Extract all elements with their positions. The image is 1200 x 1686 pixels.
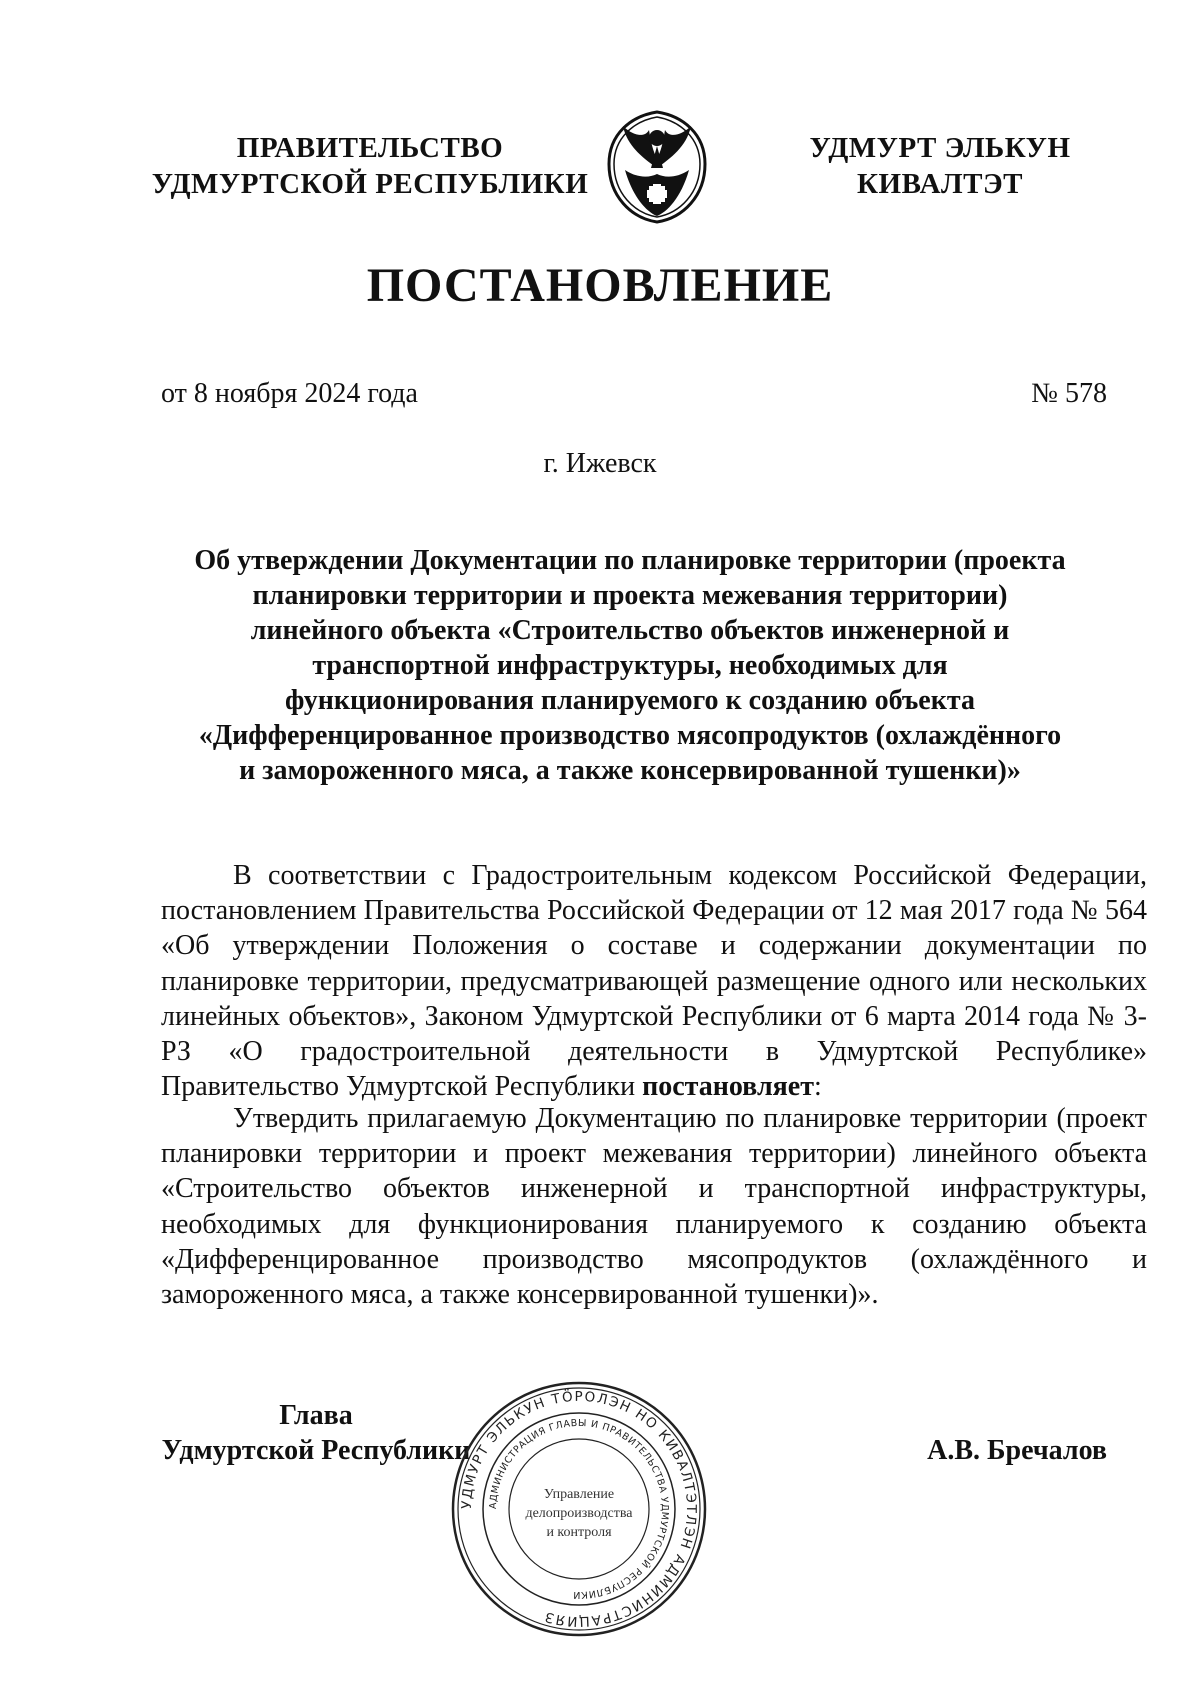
signatory-title-line2: Удмуртской Республики: [161, 1435, 471, 1466]
header-left-line1: ПРАВИТЕЛЬСТВО: [236, 132, 504, 164]
stamp-center-line1: Управление: [543, 1487, 615, 1502]
body-paragraph-1-text: В соответствии с Градостроительным кодексом Российской Федерации, постановлением Правительства Российской Федерации от 12 мая 2017 года № 564 «Об утверждении Положения о составе и содержании документации по планировке территории, предусматривающей размещение одного или нескольких линейных объектов», Законом Удмуртской Республики от 6 марта 2014 года № 3-РЗ «О градостроительной деятельности в Удмуртской Республике» Правительство Удмуртской Республики: [161, 860, 1147, 1103]
header-left-line2: УДМУРТСКОЙ РЕСПУБЛИКИ: [151, 168, 589, 200]
body-paragraph-2: Утвердить прилагаемую Документацию по планировке территории (проект планировки территории и проект межевания территории) линейного объекта «Строительство объектов инженерной и транспортной инфраструктуры, необходимых для функционирования планируемого к созданию объекта «Дифференцированное производство мясопродуктов (охлаждённого и замороженного мяса, а также консервированной тушенки)».: [161, 1103, 1147, 1311]
document-type-title: ПОСТАНОВЛЕНИЕ: [366, 259, 834, 312]
body-paragraph-1: [161, 858, 1147, 1104]
stamp-outer-text: УДМУРТ ЭЛЬКУН ТӦРОЛЭН НО КИВАЛТЭТЛЭН АДМИНИСТРАЦИЯЗ: [458, 1388, 700, 1630]
document-number: № 578: [1031, 378, 1107, 409]
header-right-line1: УДМУРТ ЭЛЬКУН: [809, 132, 1071, 164]
signatory-name: А.В. Бречалов: [927, 1435, 1107, 1466]
official-round-seal-icon: [448, 1378, 710, 1640]
stamp-center-line2: делопроизводства: [525, 1506, 633, 1521]
udmurt-coat-of-arms-icon: [603, 108, 711, 226]
body-paragraph-1-end: :: [813, 1071, 822, 1103]
stamp-center-line3: и контроля: [546, 1525, 612, 1540]
signatory-title-line1: Глава: [279, 1400, 353, 1431]
stamp-inner-ring-text: АДМИНИСТРАЦИЯ ГЛАВЫ И ПРАВИТЕЛЬСТВА УДМУРТСКОЙ РЕСПУБЛИКИ: [487, 1417, 671, 1601]
document-city: г. Ижевск: [543, 448, 657, 479]
signatory-title: [161, 1398, 471, 1468]
header-left-title: [140, 130, 600, 202]
document-subject: Об утверждении Документации по планировке территории (проекта планировки территории и проекта межевания территории) линейного объекта «Строительство объектов инженерной и транспортной инфраструктуры, необходимых для функционирования планируемого к созданию объекта «Дифференцированное производство мясопродуктов (охлаждённого и замороженного мяса, а также консервированной тушенки)»: [194, 545, 1066, 786]
header-right-line2: КИВАЛТЭТ: [856, 168, 1023, 200]
document-date: от 8 ноября 2024 года: [161, 378, 418, 409]
body-paragraph-1-decision-word: постановляет: [642, 1071, 814, 1103]
header-right-title: [790, 130, 1090, 202]
